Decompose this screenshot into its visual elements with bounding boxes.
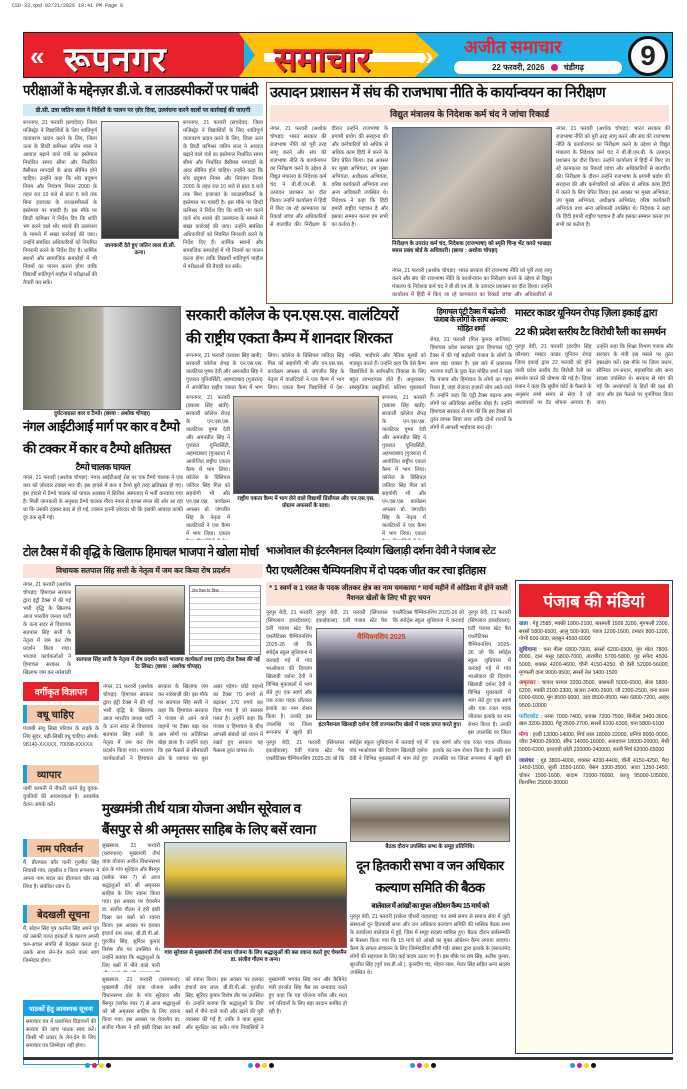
- headline-line2: की राष्ट्रीय एकता कैम्प में शानदार शिरकत: [186, 329, 393, 347]
- headline: हिमाचल एंट्री टैक्स में बढ़ोतरी पंजाब के लोगों के साथ अन्याय: मोहित शर्मा: [433, 307, 509, 333]
- photo-caption: इंटरनैशनल खिलाड़ी दर्शना देवी राज्यस्तरीय खेलों में पदक प्राप्त करते हुए।: [318, 722, 462, 729]
- article-para-athletics: [266, 546, 511, 763]
- photo-caption: राष्ट्रीय एकता कैम्प में भाग लेने वाले विद्यार्थी प्रिंसीपल और एन.एस.एस. प्रोग्राम अफसरों के साथ।: [237, 496, 375, 509]
- toll-rate-list-image: [189, 585, 261, 655]
- protest-photo: [75, 585, 185, 655]
- chevron-left-icon: «: [30, 41, 45, 71]
- dot-icon: [551, 64, 558, 71]
- headline: टोल टैक्स में की वृद्धि के खिलाफ हिमाचल भाजपा ने खोला मोर्चा: [23, 545, 259, 559]
- article-body-cont: रूपनगर, 21 फरवरी (सचदेवा): जिला मजिस्ट्रेट ने विद्यार्थियों के लिए शांतिपूर्ण वातावरण प्रदान करने के लिए, जिला ऊना के डिप्टी कमिश्नर जतिन लाल ने आवाज़ बढ़ाने वाले यंत्रों का इस्तेमाल निर्धारित समय सीमा और निर्धारित डैसीबल मापदंडों के अंदर सीमित होने चाहिए। उन्होंने कहा कि शोर प्रदूषण नियम और नियंत्रण नियम 2000 के तहत रात 10 बजे से प्रातः 6 बजे तक बिना इजाजत के लाउडस्पीकरों के इस्तेमाल पर पाबंदी है। इस मौके पर डिप्टी कमिश्नर ने निर्देश दिए कि शांति भंग करने वाले शोर शराबे की उल्लंघना के मामले में सख्त कार्रवाई की जाए। उन्होंने संबंधित अधिकारियों को नियमित निगरानी करने के निर्देश दिए हैं। धार्मिक स्थानों और सामाजिक समारोहों में भी नियमों का पालन करना होगा ताकि विद्यार्थी शांतिपूर्ण माहौल में परीक्षाओं की तैयारी कर सकें।: [183, 119, 263, 270]
- article-dj-ban: [23, 84, 263, 287]
- headline-line1: मास्टर काडर यूनियन रोपड़ ज़िला इकाई द्वारा: [515, 308, 657, 319]
- mandi-entry: मोगा : हल्दी 13000-14000, मिर्च लाल 18000-22000, धनिया 8000-9000, जीरा 24000-26000, सौंफ 14000-16000, अजवायन 18000-20000, मेथी 5800-6200, इलायची छोटी 220000-240000, काली मिर्च 62000-65000: [519, 731, 669, 753]
- classified-ad: नामी कम्पनी में नौकरी करने हेतु युवक-युवतियों की आवश्यकता है। आकर्षक वेतन। संपर्क करें।: [23, 786, 99, 808]
- mandi-rates: हल्दी 13000-14000, मिर्च लाल 18000-22000, धनिया 8000-9000, जीरा 24000-26000, सौंफ 14000-16000, अजवायन 18000-20000, मेथी 5800-6200, इलायची छोटी 220000-240000, काली मिर्च 62000-65000: [519, 731, 669, 753]
- article-body-cont2: नंगल, 21 फरवरी (अशोक चोपड़ा): भारत सरकार की राजभाषा नीति को पूरी तरह लागू करने और संघ की राजभाषा नीति के कार्यान्वयन का निरीक्षण करने के उद्देश्य से विद्युत मंत्रालय के निदेशक कर्म चंद ने बी.बी.एम.बी. के उत्पादन प्रशासन का दौरा किया। उन्होंने कार्यालय में हिंदी में किए जा रहे कामकाज का रिकार्ड जांचा और अधिकारियों से बातचीत की। निरीक्षण के दौरान उन्होंने राजभाषा के प्रगामी प्रयोग की सराहना की और कर्मचारियों को अधिक से अधिक काम हिंदी में करने के लिए प्रेरित किया। इस अवसर पर मुख्य अभियंता, उप मुख्य अभियंता, अधीक्षक अभियंता, वरिष्ठ कार्यकारी अभियंता तथा अन्य अधिकारी उपस्थित थे। निदेशक ने कहा कि हिंदी हमारी राष्ट्रीय पहचान है और इसका सम्मान करना हम सभी का कर्तव्य है।: [556, 125, 670, 228]
- section-header: वधू चाहिए: [23, 705, 99, 723]
- subheadline: * 1 स्वर्ण व 1 रजत के पदक जीतकर क्षेत्र का नाम चमकाया * मार्च महीने में ओडिशा में होने वाली नैशनल खेलों के लिए भी हुए चयन: [266, 582, 511, 606]
- masthead-title-mid: समाचार: [274, 42, 371, 78]
- section-header: नाम परिवर्तन: [23, 839, 99, 857]
- photo-caption: बैठक दौरान उपस्थित सभा के समूह प्रतिनिधि।: [385, 844, 475, 850]
- article-body: नंगल, 21 फरवरी (अशोक चोपड़ा): भारत सरकार की राजभाषा नीति को पूरी तरह लागू करने और संघ की राजभाषा नीति के कार्यान्वयन का निरीक्षण करने के उद्देश्य से विद्युत मंत्रालय के निदेशक कर्म चंद ने बी.बी.एम.बी. के उत्पादन प्रशासन का दौरा किया। उन्होंने कार्यालय में हिंदी में किए जा रहे कामकाज का रिकार्ड जांचा और अधिकारियों से बातचीत की। निरीक्षण के दौरान उन्होंने राजभाषा के प्रगामी प्रयोग की सराहना की और कर्मचारियों को अधिक से अधिक काम हिंदी में करने के लिए प्रेरित किया। इस अवसर पर मुख्य अभियंता, उप मुख्य अभियंता, अधीक्षक अभियंता, वरिष्ठ कार्यकारी अभियंता तथा अन्य अधिकारी उपस्थित थे। निदेशक ने कहा कि हिंदी हमारी राष्ट्रीय पहचान है और इसका सम्मान करना हम सभी का कर्तव्य है।: [270, 125, 388, 228]
- article-nss: [186, 308, 426, 542]
- mandi-entry: फरीदकोट : नरमा 7000-7400, कपास 7200-7500, बिनौला 3400-3600, खल 3200-3500, गेहूं 2600-2700, सरसों 6100-6300, चना 5800-6100: [519, 713, 669, 728]
- article-body: नूरपुर बेदी, 21 फरवरी (हरदीप सिंह कौशल): मास्टर काडर यूनियन रोपड़ ज़िला इकाई द्वारा 22 फरवरी को होने वाली प्रदेश स्तरीय टैट विरोधी रैली का समर्थन करने की घोषणा की गई है। ज़िला प्रधान ने कहा कि सुप्रीम कोर्ट के फैसले के अनुसार लम्बे समय से सेवा दे रहे अध्यापकों पर टैट थोपना अन्याय है। उन्होंने कहा कि शिक्षा विभाग पंजाब और सरकार के मंत्री इस मसले पर तुरंत हस्तक्षेप करें। इस मौके पर ज़िला प्रधान, सीनियर उप-प्रधान, महासचिव और अन्य सदस्य उपस्थित थे। सरकार से मांग की गई कि अध्यापकों के हितों की रक्षा की जाए और इस फैसले पर पुनर्विचार किया जाए।: [515, 344, 673, 406]
- article-body: रूपनगर, 21 फरवरी (प्रकाश सिंह खत्री): सरकारी कॉलेज रोपड़ के एन.एस.एस. वालंटियर पुष्पा देवी और अमनप्रीत सिंह ने गुजरात यूनिवर्सिटी, अहमदाबाद (गुजरात) में आयोजित राष्ट्रीय एकता कैम्प में भाग लिया। कॉलेज के प्रिंसिपल जतिंदर सिंह गिल को सहयोगी भी और एन.एस.एस. कार्यक्रम अफसर प्रो. जगजीत सिंह के नेतृत्व में वालंटियरों ने एक कैम्प में भाग लिया। एकता कैम्प विद्यार्थियों में देश-भक्ति, भाईचारे और नैतिक मूल्यों को मज़बूत करते हैं। उन्होंने कहा कि ऐसे कैम्प विद्यार्थियों के सर्वपक्षीय विकास के लिए बहुत लाभदायक होते हैं। अनुशासन, सांस्कृतिक प्रस्तुतियों, प्रतिभा मुकाबलों: [186, 353, 426, 391]
- photo-caption: सतपाल सिंह सत्ती के नेतृत्व में रोष प्रदर्शन करते भाजपा कार्यकर्ता तथा (दाएं) टोल टैक्स की नई रेट लिस्ट। (छाया : अशोक चोपड़ा): [76, 656, 260, 670]
- mandi-rates: गेहूं 2585, मक्की 1800-2100, बासमती 1509 3200, मूंगफली 2300, सरसों 5800-6500, आलू 500-900, प्याज 1200-1600, टमाटर 800-1200, गोभी 600-900, लहसुन 4500-6000: [519, 621, 669, 643]
- doc-label: टोल टैक्स रेट लिस्ट: [192, 587, 219, 593]
- mandi-city: जालंधर: [519, 757, 534, 764]
- article-body-cont3: नूरपुर बेदी, 21 फरवरी (सिंगलाल इकाईवाला): 5वीं पंजाब स्टेट पैरा एथलैटिक्स चैम्पियनशिप 2025-26 जो कि स्पोर्ट्स स्कूल लुधियाना में करवाई गई में गांव भाओवाल की दिव्यांग खिलाड़ी दर्शना देवी ने विभिन्न मुकाबलों में भाग लेते हुए एक स्वर्ण और एक रजत पदक जीतकर इलाके का नाम रोशन किया है। उनकी इस उपलब्धि पर जिला रूपनगर में खुशी की: [266, 740, 511, 763]
- headline-line1: मुख्यमंत्री तीर्थ यात्रा योजना अधीन सूरेवाल व: [102, 801, 301, 816]
- photo-caption: दुर्घटनाग्रस्त कार व टैम्पो। (छाया : अशोक चोपड़ा): [54, 411, 150, 417]
- nss-group-photo: [233, 396, 379, 494]
- article-tirth-yatra: [102, 802, 347, 1052]
- subheadline: बालेवाल में आंखों का मुफ्त ऑप्रेशन कैम्प 15 मार्च को: [371, 902, 489, 910]
- headline-line1: नंगल आईटीआई मार्ग पर कार व टैम्पो: [23, 419, 180, 434]
- edition-city: चंडीगढ़: [563, 63, 585, 72]
- headline: परीक्षाओं के मद्देनज़र डी.जे. व लाउडस्पीकरों पर पाबंदी: [23, 83, 258, 99]
- mandi-entry: खन्ना : गेहूं 2585, मक्की 1800-2100, बासमती 1509 3200, मूंगफली 2300, सरसों 5800-6500, आलू 500-900, प्याज 1200-1600, टमाटर 800-1200, गोभी 600-900, लहसुन 4500-6000: [519, 621, 669, 643]
- subheadline: टैम्पो चालक घायल: [75, 461, 131, 472]
- mandi-rates-box: [515, 580, 673, 1054]
- edition-date: 22 फरवरी, 2026: [491, 63, 545, 72]
- masthead-title-left: रूपनगर: [64, 42, 167, 78]
- edition-date-pill: [454, 61, 622, 74]
- mandi-city: अमृतसर: [519, 680, 536, 687]
- mandi-city: फरीदकोट: [519, 713, 539, 720]
- notice-title: पाठकों हेतु आवश्यक सूचना: [24, 1001, 98, 1016]
- registration-color-dots: [85, 1063, 111, 1068]
- photo-banner-text: चैम्पियनशिप 2025: [357, 634, 406, 642]
- print-slug: CSD-33.qxd 02/21/2026 19:41 PM Page 9: [12, 3, 124, 9]
- mandi-entry: अमृतसर : चावल परमल 3200-3500, बासमती 5000-6500, सेला 5800-6200, मक्की 2100-2300, बाजरा 2400-2600, जौ 2300-2500, चना काला 6000-6500, मूंग 8500-9000, उड़द 8500-9500, मसर 6800-7200, अरहर 9500-10000: [519, 680, 669, 709]
- article-body-cont: सुखसाल, 21 फरवरी (धरमपाल): मुख्यमंत्री तीर्थ यात्रा योजना अधीन विधानसभा क्षेत्र के गांव सूरेवाल और बैंसपुर (ब्लॉक नंबर 7) से आज श्रद्धालुओं को श्री अमृतसर साहिब के लिए रवाना किया गया। इस अवसर पर चेयरमैन डा. संजीव गौतम ने हरी झंडी दिखा कर बसों को रवाना किया। इस अवसर पर हलका इंचार्ज राम लाल, बी.डी.पी.ओ. गुरजीत सिंह, सुरिंदर कुमार विशेष तौर पर उपस्थित थे। उन्होंने बताया कि श्रद्धालुओं के लिए बसों में पीने वाले पानी और खाने की पूरी व्यवस्था की गई है, ताकि वे यात्रा सुखद और सुरक्षित कर सकें। गांव निवासियों ने मुख्यमंत्री भगवंत सिंह मान और कैबिनेट मंत्री हरजोत सिंह बैंस का धन्यवाद करते हुए कहा कि यह योजना गरीब और मध्य वर्ग परिवारों के लिए बड़ा वरदान साबित हो रही है।: [102, 976, 347, 1031]
- meeting-photo: [350, 798, 510, 842]
- headline-line1: सरकारी कॉलेज के एन.एस.एस. वालंटियरों: [186, 307, 399, 324]
- mandi-city: मोगा: [519, 731, 529, 738]
- photo-caption: गांव सूरेवाल से मुख्यमंत्री तीर्थ यात्रा योजना के लिए श्रद्धालुओं की बस रवाना करते हुए चेयरमैन डा. संजीव गौतम व अन्य।: [164, 949, 347, 963]
- subheadline: विद्युत मंत्रालय के निदेशक कर्म चंद ने जांचा रिकार्ड: [270, 105, 669, 122]
- headline-line2: की टक्कर में कार व टैम्पो क्षतिग्रस्त: [23, 441, 171, 457]
- registration-color-dots: [248, 1063, 274, 1068]
- article-accident: [23, 420, 183, 526]
- page-masthead: [23, 32, 673, 78]
- classifieds-title: वर्गीकृत विज्ञापन: [23, 682, 99, 701]
- article-doon-sabha: [350, 798, 510, 1049]
- classified-ad: पंजाबी संधू सिख परिवार के लड़के के लिए सुंदर, पढ़ी-लिखी वधू चाहिए। संपर्क: 98140-XXXXX, 70098-XXXXX: [23, 726, 99, 748]
- headline-line2: कल्याण समिति की बैठक: [375, 880, 485, 896]
- page-number: 9: [628, 36, 668, 76]
- classifieds-column: [23, 682, 99, 1065]
- article-body-cont: रूपनगर, 21 फरवरी (प्रकाश सिंह खत्री): सरकारी कॉलेज रोपड़ के एन.एस.एस. वालंटियर पुष्पा देवी और अमनप्रीत सिंह ने गुजरात यूनिवर्सिटी, अहमदाबाद (गुजरात) में आयोजित राष्ट्रीय एकता कैम्प में भाग लिया। कॉलेज के प्रिंसिपल जतिंदर सिंह गिल को सहयोगी भी और एन.एस.एस. कार्यक्रम अफसर प्रो. जगजीत सिंह के नेतृत्व में वालंटियरों ने एक कैम्प में भाग लिया। एकता: [186, 395, 230, 537]
- article-body-cont2: नूरपुर बेदी, 21 फरवरी (सिंगलाल इकाईवाला): 5वीं पंजाब स्टेट पैरा एथलैटिक्स चैम्पियनशिप 2025-26 जो कि स्पोर्ट्स स्कूल लुधियाना में करवाई गई में गांव भाओवाल की दिव्यांग खिलाड़ी दर्शना देवी ने विभिन्न मुकाबलों में भाग लेते हुए एक स्वर्ण और एक रजत पदक जीतकर इलाके का नाम रोशन किया है। उनकी इस उपलब्धि पर जिला: [468, 610, 511, 737]
- bus-departure-photo: [164, 842, 347, 948]
- mandi-entry: लुधियाना : चना पीला 6800-7000, सरसों 6200-6500, मूंग मोटा 7800-8000, दाल मसूर 6800-7000, तारामीरा 5700-5800, गुड़ सफेद 4500-5000, शक्कर 4200-4600, चीनी 4150-4250, घी देसी 52000-56000, मूंगफली दाना 9000-9500, सरसों तेल 1400-1500: [519, 646, 669, 676]
- page-bottom-rule: [23, 1057, 673, 1060]
- mandi-rates: नरमा 7000-7400, कपास 7200-7500, बिनौला 3400-3600, खल 3200-3500, गेहूं 2600-2700, सरसों 6100-6300, चना 5800-6100: [519, 713, 669, 728]
- article-body-cont: नंगल, 21 फरवरी (अशोक चोपड़ा): हिमाचल सरकार द्वारा इंट्री टैक्स में की गई भारी वृद्धि के खिलाफ आज भारतीय जनता पार्टी के ऊना सदर से विधायक सतपाल सिंह सत्ती के नेतृत्व में जम कर रोष प्रदर्शन किया गया। भाजपा कार्यकर्ताओं ने हिमाचल सरकार के खिलाफ जम कर नारेबाज़ी की। इस मौके पर सतपाल सिंह सत्ती ने कहा कि हिमाचल सरकार ने पंजाब से आने वाले वाहनों पर टैक्स बढ़ा कर आम लोगों पर अतिरिक्त बोझ डाला है। उन्होंने कहा कि इस फैसले से सीमावर्ती क्षेत्र के व्यापार पर बुरा असर पड़ेगा। छोटे वाहनों का टैक्स 70 रुपये से बढ़ाकर 170 रुपये कर दिया गया है जो सरासर गलत है। उन्होंने कहा कि पंजाब व हिमाचल के बीच आपसी संबंधों को ध्यान में रखते हुए सरकार यह फैसला तुरंत वापस ले।: [103, 683, 263, 762]
- classified-ad: मैं, प्रीतपाल कौर पत्नी गुरमीत सिंह निवासी गांव, तहसील व जिला रूपनगर ने अपना नाम बदल कर प्रीतपाल कौर रख लिया है। संबंधित ध्यान दें।: [23, 860, 99, 890]
- registration-color-dots: [410, 1063, 436, 1068]
- mandi-city: लुधियाना: [519, 646, 537, 653]
- mandi-rates: गुड़ 3800-4000, शक्कर 4200-4400, चीनी 4150-4250, मैदा 1450-1500, सूजी 1550-1600, बेसन 3300-3500, आटा 1350-1450, चोकर 1500-1600, बादाम 72000-76000, काजू 95000-105000, किशमिश 25000-30000: [519, 757, 669, 787]
- article-tet-rally: [515, 308, 673, 563]
- photo-caption: जानकारी देते हुए जतिन लाल डी.सी. ऊना।: [104, 242, 176, 256]
- subheadline: डी.सी. उत्रा जतिन लाल ने निर्देशों के पालन पर ज़ोर दिया, उल्लंघना करने वालों पर कार्रवाई की जाएगी: [23, 104, 263, 116]
- mandi-city: खन्ना: [519, 621, 529, 627]
- headline-line2: पैरा एथलैटिक्स चैम्पियनशिप में दो पदक जीत कर रचा इतिहास: [266, 564, 486, 577]
- article-body-cont: नूरपुर बेदी, 21 फरवरी (सिंगलाल इकाईवाला): 5वीं पंजाब स्टेट पैरा एथलैटिक्स चैम्पियनशिप 2025-26 जो कि स्पोर्ट्स स्कूल लुधियाना में करवाई: [316, 610, 464, 625]
- article-body: सुखसाल, 21 फरवरी (धरमपाल): मुख्यमंत्री तीर्थ यात्रा योजना अधीन विधानसभा क्षेत्र के गांव सूरेवाल और बैंसपुर (ब्लॉक नंबर 7) से आज श्रद्धालुओं को श्री अमृतसर साहिब के लिए रवाना किया गया। इस अवसर पर चेयरमैन डा. संजीव गौतम ने हरी झंडी दिखा कर बसों को रवाना किया। इस अवसर पर हलका इंचार्ज राम लाल, बी.डी.पी.ओ. गुरजीत सिंह, सुरिंदर कुमार विशेष तौर पर उपस्थित थे। उन्होंने बताया कि श्रद्धालुओं के लिए बसों में पीने वाले पानी: [102, 842, 160, 969]
- mandi-entry: जालंधर : गुड़ 3800-4000, शक्कर 4200-4400, चीनी 4150-4250, मैदा 1450-1500, सूजी 1550-1600, बेसन 3300-3500, आटा 1350-1450, चोकर 1500-1600, बादाम 72000-76000, काजू 95000-105000, किशमिश 25000-30000: [519, 757, 669, 787]
- portrait-photo: [101, 121, 179, 239]
- article-body: रोपड़, 21 फरवरी (गिल कुमार बाजिक): हिमाचल प्रदेश सरकार द्वारा हिमाचल एंट्री टैक्स में की गई बढ़ोतरी पंजाब के लोगों के साथ बड़ा धक्का है। इस बारे में प्रकाशक भाजपा पार्टी के युवा नेता मोहित शर्मा ने कहा कि पंजाब और हिमाचल के लोगों का गहरा रिश्ता है, जहां रोज़ाना हज़ारों लोग आते-जाते हैं। उन्होंने कहा कि एंट्री टैक्स बढ़ाना आम लोगों पर अतिरिक्त आर्थिक बोझ है। उन्होंने हिमाचल सरकार से मांग की कि इस टैक्स को तुरंत वापस लिया जाए ताकि दोनों राज्यों के लोगों में आपसी भाईचारा बना रहे।: [430, 336, 512, 431]
- notice-text: समाचार पत्र में प्रकाशित विज्ञापनों की सत्यता की जांच पाठक स्वयं करें। किसी भी प्रकार के लेन-देन के लिए समाचार पत्र जिम्मेदार नहीं होगा।: [26, 1019, 96, 1049]
- group-photo: [392, 127, 552, 239]
- section-header: व्यापार: [23, 765, 99, 783]
- mandi-rates: चना पीला 6800-7000, सरसों 6200-6500, मूंग मोटा 7800-8000, दाल मसूर 6800-7000, तारामीरा 5700-5800, गुड़ सफेद 4500-5000, शक्कर 4200-4600, चीनी 4150-4250, घी देसी 52000-56000, मूंगफली दाना 9000-9500, सरसों तेल 1400-1500: [519, 646, 669, 676]
- article-body-cont2: रूपनगर, 21 फरवरी (प्रकाश सिंह खत्री): सरकारी कॉलेज रोपड़ के एन.एस.एस. वालंटियर पुष्पा देवी और अमनप्रीत सिंह ने गुजरात यूनिवर्सिटी, अहमदाबाद (गुजरात) में आयोजित राष्ट्रीय एकता कैम्प में भाग लिया। कॉलेज के प्रिंसिपल जतिंदर सिंह गिल को सहयोगी भी और एन.एस.एस. कार्यक्रम अफसर प्रो. जगजीत सिंह के नेतृत्व में वालंटियरों ने एक कैम्प में भाग लिया। एकता: [382, 395, 426, 537]
- article-entry-tax: [430, 308, 512, 536]
- photo-caption: निरीक्षण के उपरांत कर्म चंद, निदेशक (राजभाषा) को स्मृति चिन्ह भेंट करते भाखड़ा ब्यास प्रबंध बोर्ड के अधिकारी। (छाया : अशोक चोपड़ा): [392, 240, 552, 254]
- subheadline: विधायक सतपाल सिंह सत्ती के नेतृत्व में जम कर किया रोष प्रदर्शन: [23, 564, 263, 578]
- article-rajbhasha: [266, 82, 673, 304]
- headline: उत्पादन प्रशासन में संघ की राजभाषा नीति के कार्यान्वयन का निरीक्षण: [270, 85, 606, 101]
- brand-name: अजीत समाचार: [464, 37, 562, 57]
- article-body: नंगल, 21 फरवरी (अशोक चोपड़ा): हिमाचल सरकार द्वारा इंट्री टैक्स में की गई भारी वृद्धि के खिलाफ आज भारतीय जनता पार्टी के ऊना सदर से विधायक सतपाल सिंह सत्ती के नेतृत्व में जम कर रोष प्रदर्शन किया गया। भाजपा कार्यकर्ताओं ने हिमाचल सरकार के खिलाफ जम कर नारेबाज़ी: [23, 581, 71, 676]
- chevron-right-icon: »: [419, 41, 434, 71]
- mandi-title: पंजाब की मंडियां: [519, 584, 669, 617]
- registration-color-dots: [570, 1063, 596, 1068]
- accident-photo: [23, 306, 181, 410]
- article-body: रूपनगर, 21 फरवरी (सचदेवा): जिला मजिस्ट्रेट ने विद्यार्थियों के लिए शांतिपूर्ण वातावरण प्रदान करने के लिए, जिला ऊना के डिप्टी कमिश्नर जतिन लाल ने आवाज़ बढ़ाने वाले यंत्रों का इस्तेमाल निर्धारित समय सीमा और निर्धारित डैसीबल मापदंडों के अंदर सीमित होने चाहिए। उन्होंने कहा कि शोर प्रदूषण नियम और नियंत्रण नियम 2000 के तहत रात 10 बजे से प्रातः 6 बजे तक बिना इजाजत के लाउडस्पीकरों के इस्तेमाल पर पाबंदी है। इस मौके पर डिप्टी कमिश्नर ने निर्देश दिए कि शांति भंग करने वाले शोर शराबे की उल्लंघना के मामले में सख्त कार्रवाई की जाए। उन्होंने संबंधित अधिकारियों को नियमित निगरानी करने के निर्देश दिए हैं। धार्मिक स्थानों और सामाजिक समारोहों में भी नियमों का पालन करना होगा ताकि विद्यार्थी शांतिपूर्ण माहौल में परीक्षाओं की तैयारी कर सकें।: [23, 119, 97, 286]
- article-body: नूरपुर बेदी, 21 फरवरी (सिंगलाल इकाईवाला): 5वीं पंजाब स्टेट पैरा एथलैटिक्स चैम्पियनशिप 2025-26 जो कि स्पोर्ट्स स्कूल लुधियाना में करवाई गई में गांव भाओवाल की दिव्यांग खिलाड़ी दर्शना देवी ने विभिन्न मुकाबलों में भाग लेते हुए एक स्वर्ण और एक रजत पदक जीतकर इलाके का नाम रोशन किया है। उनकी इस उपलब्धि पर जिला रूपनगर में खुशी की: [266, 610, 312, 737]
- section-header: बेदखली सूचना: [23, 905, 99, 923]
- headline-line1: दून हितकारी सभा व जन अधिकार: [356, 858, 504, 873]
- headline-line2: बैंसपुर से श्री अमृतसर साहिब के लिए बसें रवाना: [102, 821, 316, 837]
- article-body-cont: नंगल, 21 फरवरी (अशोक चोपड़ा): भारत सरकार की राजभाषा नीति को पूरी तरह लागू करने और संघ की राजभाषा नीति के कार्यान्वयन का निरीक्षण करने के उद्देश्य से विद्युत मंत्रालय के निदेशक कर्म चंद ने बी.बी.एम.बी. के उत्पादन प्रशासन का दौरा किया। उन्होंने कार्यालय में हिंदी में किए जा रहे कामकाज का रिकार्ड जांचा और अधिकारियों से: [392, 267, 552, 297]
- headline-line2: 22 की प्रदेश स्तरीय टैट विरोधी रैली का समर्थन: [515, 327, 666, 338]
- headline-line1: भाओवाल की इंटरनैशनल दिव्यांग खिलाड़ी दर्शना देवी ने पंजाब स्टेट: [266, 545, 496, 557]
- article-body: नंगल, 21 फरवरी (अशोक चोपड़ा): नंगल आईटीआई रोड पर एक टैम्पो चालक ने एक कार को ज़ोरदार टक्कर मार दी। इस हादसे में कार व टैम्पो बुरी तरह क्षतिग्रस्त हो गए। इस हादसे में टैम्पो चालक को घायल अवस्था में सिविल अस्पताल में भर्ती करवाया गया है। मिली जानकारी के अनुसार टैम्पो चालक गौरव नंगल से वापस नंगल की ओर आ रहा था कि उसकी टक्कर कार से हो गई, टक्कर इतनी ज़ोरदार थी कि इसकी आवाज़ काफी दूर तक सुनी गई।: [23, 475, 183, 522]
- classified-ad: मैं, सोहन सिंह पुत्र करनैल सिंह अपने पुत्र को उसकी गलत हरकतों के कारण अपनी चल-अचल संपत्ति से बेदखल करता हूं। उसके साथ लेन-देन करने वाला स्वयं जिम्मेदार होगा।: [23, 926, 99, 964]
- reader-notice-box: [23, 1000, 99, 1065]
- mandi-rates: चावल परमल 3200-3500, बासमती 5000-6500, सेला 5800-6200, मक्की 2100-2300, बाजरा 2400-2600, जौ 2300-2500, चना काला 6000-6500, मूंग 8500-9000, उड़द 8500-9500, मसर 6800-7200, अरहर 9500-10000: [519, 680, 669, 709]
- article-body: नूरपुर बेदी, 21 फरवरी (राकेश चौधरी वाहलाड़): गत लम्बे समय से समाज सेवा में जुटी संस्थाओं दून हितकारी सभा और जन अधिकार कल्याण समिति की मासिक बैठक सभा के कार्यालय बालेवाल में हुई, जिस में समूह सदस्य शामिल हुए। बैठक दौरान सर्वसम्मति से फैसला किया गया कि 15 मार्च को आंखों का मुफ्त ऑप्रेशन कैम्प लगाया जाएगा। कैम्प के सफल संचालन के लिए जिम्मेदारियां सौंपी गईं। संस्था द्वारा इलाके के ज़रूरतमंद लोगों की सहायता के लिए कई कदम उठाए गए हैं। इस मौके पर राम सिंह, सतीश कुमार, सुरजीत सिंह (पूर्व एस.डी.ओ.), कुलदीप चंद, मोहन लाल, मेजर सिंह सहित अन्य सदस्य उपस्थित थे।: [350, 914, 510, 977]
- athlete-photo: [316, 628, 464, 720]
